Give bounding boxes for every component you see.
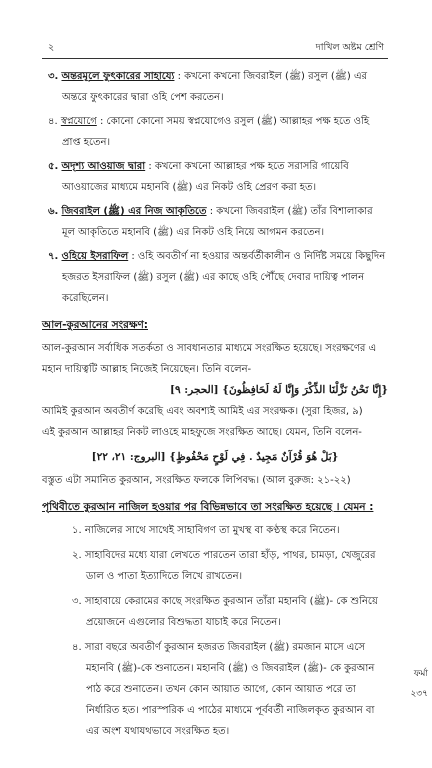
list-item: ৩. সাহাবায়ে কেরামের কাছে সংরক্ষিত কুরআন তাঁরা মহানবি (ﷺ)- কে শুনিয়ে প্রয়োজনে এগুলোর বিশুদ্ধতা যাচাই করে নিতেন। <box>72 596 378 628</box>
paragraph: আমিই কুরআন অবতীর্ণ করেছি এবং অবশ্যই আমিই এর সংরক্ষক। (সুরা হিজর, ৯) <box>42 406 363 417</box>
running-head: দাখিল অষ্টম শ্রেণি <box>315 42 384 53</box>
list-item: ৫. অদৃশ্য আওয়াজ দ্বারা : কখনো কখনো আল্লাহর পক্ষ হতে সরাসরি গায়েবি আওয়াজের মাধ্যমে মহানবি (ﷺ) এর নিকট ওহি প্রেরণ করা হত। <box>48 161 349 193</box>
item-title: জিবরাইল (ﷺ) এর নিজ আকৃতিতে <box>61 206 207 217</box>
item-title: ওহিয়ে ইসরাফিল <box>61 251 129 262</box>
list-item: ৪. সারা বছরে অবতীর্ণ কুরআন হজরত জিবরাইল (ﷺ) রমজান মাসে এসে মহানবি (ﷺ)-কে শুনাতেন। মহানবি (ﷺ) ও জিবরাইল (ﷺ)- কে কুরআন পাঠ করে শুনাতেন। তখন কোন আয়াত আগে, কোন আয়াত পরে তা নির্ধারিত হত। পারস্পরিক এ পাঠের মাধ্যমে পূর্ববর্তী নাজিলকৃত কুরআন বা এর অংশ যথাযথভাবে সংরক্ষিত হত। <box>72 642 375 737</box>
item-title: স্বপ্নযোগে <box>60 116 97 127</box>
list-item: ২. সাহাবিদের মধ্যে যারা লেখতে পারতেন তারা হাঁড়, পাথর, চামড়া, খেজুরের ডাল ও পাতা ইত্যাদিতে লিখে রাখতেন। <box>72 550 376 582</box>
page-number: ২ <box>48 42 55 53</box>
page-body <box>42 66 388 746</box>
paragraph: এই কুরআন আল্লাহর নিকট লাওহে মাহফুজে সংরক্ষিত আছে। যেমন, তিনি বলেন- <box>42 427 362 438</box>
list-item: ৩. অন্তরমূলে ফুৎকারের সাহায্যে : কখনো কখনো জিবরাইল (ﷺ) রসুল (ﷺ) এর অন্তরে ফুৎকারের দ্বারা ওহি পেশ করতেন। <box>48 71 368 103</box>
paragraph: আল-কুরআন সর্বাধিক সতর্কতা ও সাবধানতার মাধ্যমে সংরক্ষিত হয়েছে। সংরক্ষণের এ মহান দায়িত্বটি আল্লাহ নিজেই নিয়েছেন। তিনি বলেন- <box>42 343 377 375</box>
section-heading: পৃথিবীতে কুরআন নাজিল হওয়ার পর বিভিন্নভাবে তা সংরক্ষিত হয়েছে । যেমন : <box>42 501 374 513</box>
arabic-quote: {إِنَّا نَحْنُ نَزَّلْنَا الذِّكْرَ وَإِنَّا لَهُ لَحَافِظُونَ} [الحجر: ٩] <box>170 384 388 396</box>
forma-mark: ফর্মা <box>413 669 428 679</box>
list-item: ৪. স্বপ্নযোগে : কোনো কোনো সময় স্বপ্নযোগেও রসুল (ﷺ) আল্লাহর পক্ষ হতে ওহি প্রাপ্ত হতেন। <box>48 116 370 148</box>
paragraph: বস্তুত এটা সমানিত কুরআন, সংরক্ষিত ফলকে লিপিবদ্ধ। (আল বুরুজ: ২১-২২) <box>42 475 351 486</box>
list-item: ১. নাজিলের সাথে সাথেই সাহাবিগণ তা মুখস্থ বা কণ্ঠস্থ করে নিতেন। <box>72 525 340 536</box>
forma-number: ২৩৭ <box>410 689 428 699</box>
page-header <box>42 41 388 57</box>
arabic-quote: {بَلْ هُوَ قُرْآنٌ مَجِيدٌ . فِي لَوْحٍ مَحْفُوظٍ} [البروج: ٢١، ٢٢] <box>91 451 339 463</box>
list-item: ৬. জিবরাইল (ﷺ) এর নিজ আকৃতিতে : কখনো জিবরাইল (ﷺ) তাঁর বিশালাকার মূল আকৃতিতে মহানবি (ﷺ) এর নিকট ওহি নিয়ে আগমন করতেন। <box>48 206 373 238</box>
item-title: অন্তরমূলে ফুৎকারের সাহায্যে <box>61 71 175 82</box>
item-title: অদৃশ্য আওয়াজ দ্বারা <box>61 161 146 172</box>
header-divider <box>42 58 388 59</box>
section-heading: আল-কুরআনের সংরক্ষণ: <box>42 319 149 331</box>
list-item: ৭. ওহিয়ে ইসরাফিল : ওহি অবতীর্ণ না হওয়ার অন্তর্বর্তীকালীন ও নির্দিষ্ট সময়ে কিছুদিন হজরত ইসরাফিল (ﷺ) রসুল (ﷺ) এর কাছে ওহি পৌঁছে দেবার দায়িত্ব পালন করেছিলেন। <box>48 251 386 304</box>
